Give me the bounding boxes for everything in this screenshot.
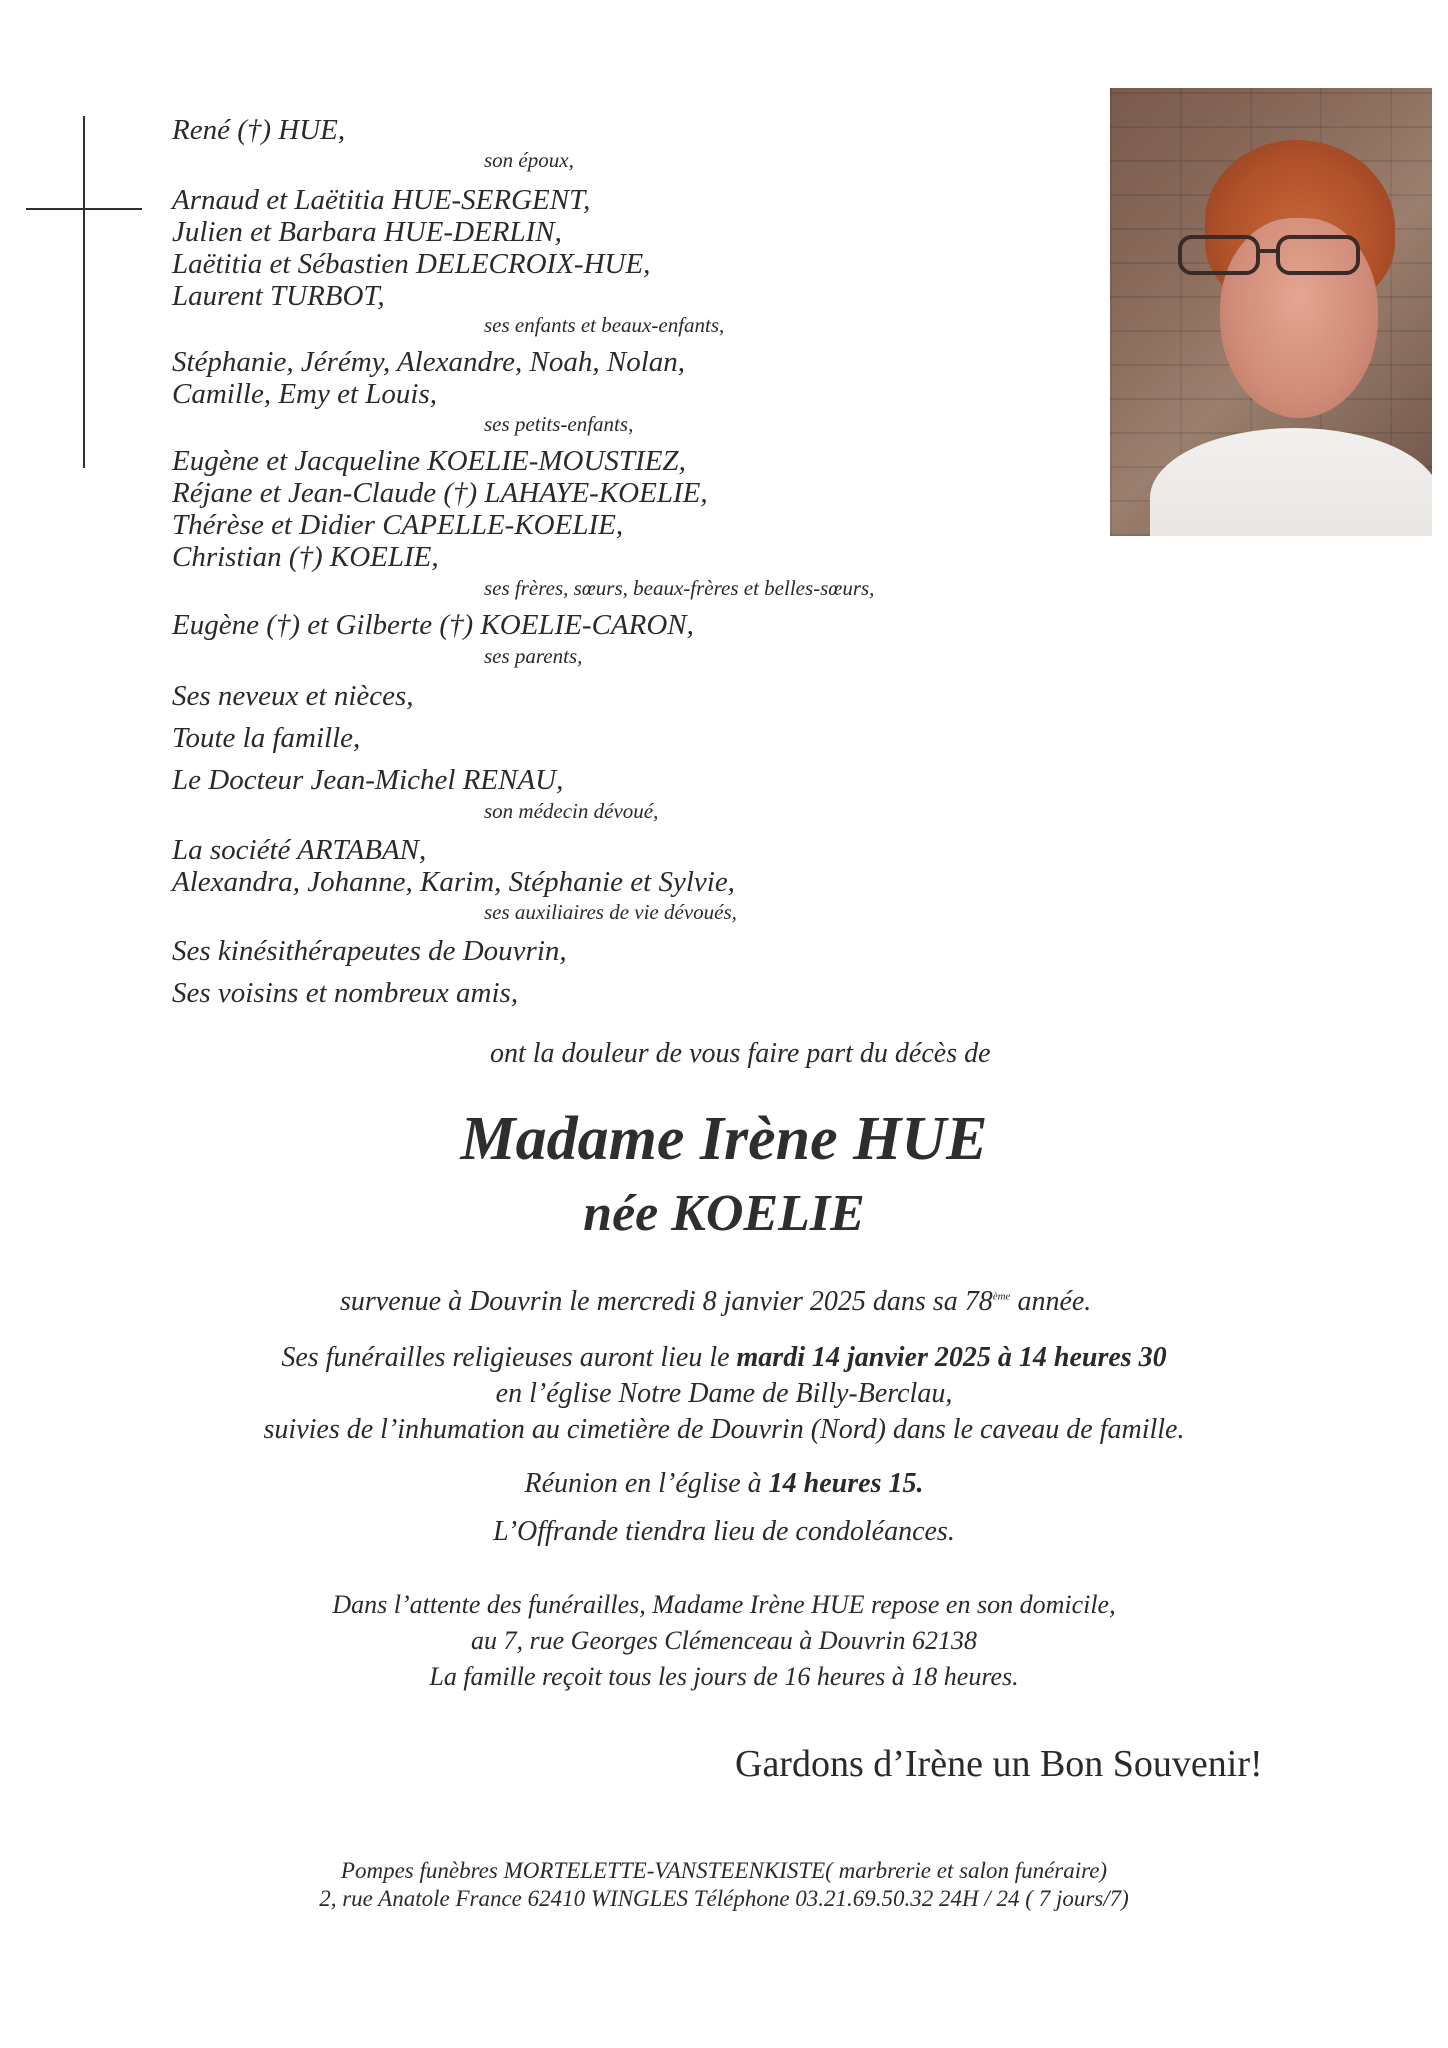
relation-label: son époux, [484,148,574,172]
cross-horizontal-bar [26,208,142,210]
rest-line-1: Dans l’attente des funérailles, Madame Irène HUE repose en son domicile, [332,1590,1116,1619]
announcement-text: ont la douleur de vous faire part du décès de [490,1038,991,1069]
family-line: Julien et Barbara HUE-DERLIN, [172,216,562,248]
meeting-time: Réunion en l’église à 14 heures 15. [524,1468,924,1499]
family-line: Ses voisins et nombreux amis, [172,977,519,1009]
funeral-line-1: Ses funérailles religieuses auront lieu le mardi 14 janvier 2025 à 14 heures 30 [281,1342,1167,1373]
cross-vertical-bar [83,116,85,468]
funeral-line-2: en l’église Notre Dame de Billy-Berclau, [495,1378,953,1409]
relation-label: ses enfants et beaux-enfants, [484,313,725,337]
glasses-icon [1178,233,1363,277]
family-line: Ses kinésithérapeutes de Douvrin, [172,935,567,967]
family-line: Laurent TURBOT, [172,280,385,312]
family-line: Camille, Emy et Louis, [172,378,438,410]
portrait-photo [1110,88,1432,536]
rest-line-3: La famille reçoit tous les jours de 16 heures à 18 heures. [429,1662,1019,1691]
family-line: Christian (†) KOELIE, [172,541,439,573]
relation-label: ses parents, [484,644,583,668]
family-line: La société ARTABAN, [172,834,427,866]
rest-line-2: au 7, rue Georges Clémenceau à Douvrin 62138 [471,1626,977,1655]
footer-company: Pompes funèbres MORTELETTE-VANSTEENKISTE( marbrerie et salon funéraire) [340,1858,1108,1883]
deceased-maiden-name: née KOELIE [583,1185,865,1242]
family-line: Alexandra, Johanne, Karim, Stéphanie et Sylvie, [172,866,735,898]
family-line: Toute la famille, [172,722,361,754]
death-notice: survenue à Douvrin le mercredi 8 janvier 2025 dans sa 78ème année. [340,1286,1092,1317]
relation-label: ses frères, sœurs, beaux-frères et belles-sœurs, [484,576,875,600]
footer-contact: 2, rue Anatole France 62410 WINGLES Téléphone 03.21.69.50.32 24H / 24 ( 7 jours/7) [319,1886,1129,1911]
family-line: Arnaud et Laëtitia HUE-SERGENT, [172,184,591,216]
family-line: Le Docteur Jean-Michel RENAU, [172,764,564,796]
family-line: Réjane et Jean-Claude (†) LAHAYE-KOELIE, [172,477,708,509]
relation-label: son médecin dévoué, [484,799,659,823]
family-line: Eugène et Jacqueline KOELIE-MOUSTIEZ, [172,445,686,477]
family-line: René (†) HUE, [172,114,346,146]
deceased-name: Madame Irène HUE [460,1105,988,1173]
family-line: Stéphanie, Jérémy, Alexandre, Noah, Nolan, [172,346,686,378]
family-line: Thérèse et Didier CAPELLE-KOELIE, [172,509,624,541]
relation-label: ses petits-enfants, [484,412,634,436]
family-line: Ses neveux et nièces, [172,680,414,712]
closing-phrase: Gardons d’Irène un Bon Souvenir! [735,1743,1263,1785]
family-line: Laëtitia et Sébastien DELECROIX-HUE, [172,248,651,280]
funeral-line-3: suivies de l’inhumation au cimetière de Douvrin (Nord) dans le caveau de famille. [263,1414,1185,1445]
relation-label: ses auxiliaires de vie dévoués, [484,900,737,924]
family-line: Eugène (†) et Gilberte (†) KOELIE-CARON, [172,609,694,641]
offering-note: L’Offrande tiendra lieu de condoléances. [493,1516,955,1547]
